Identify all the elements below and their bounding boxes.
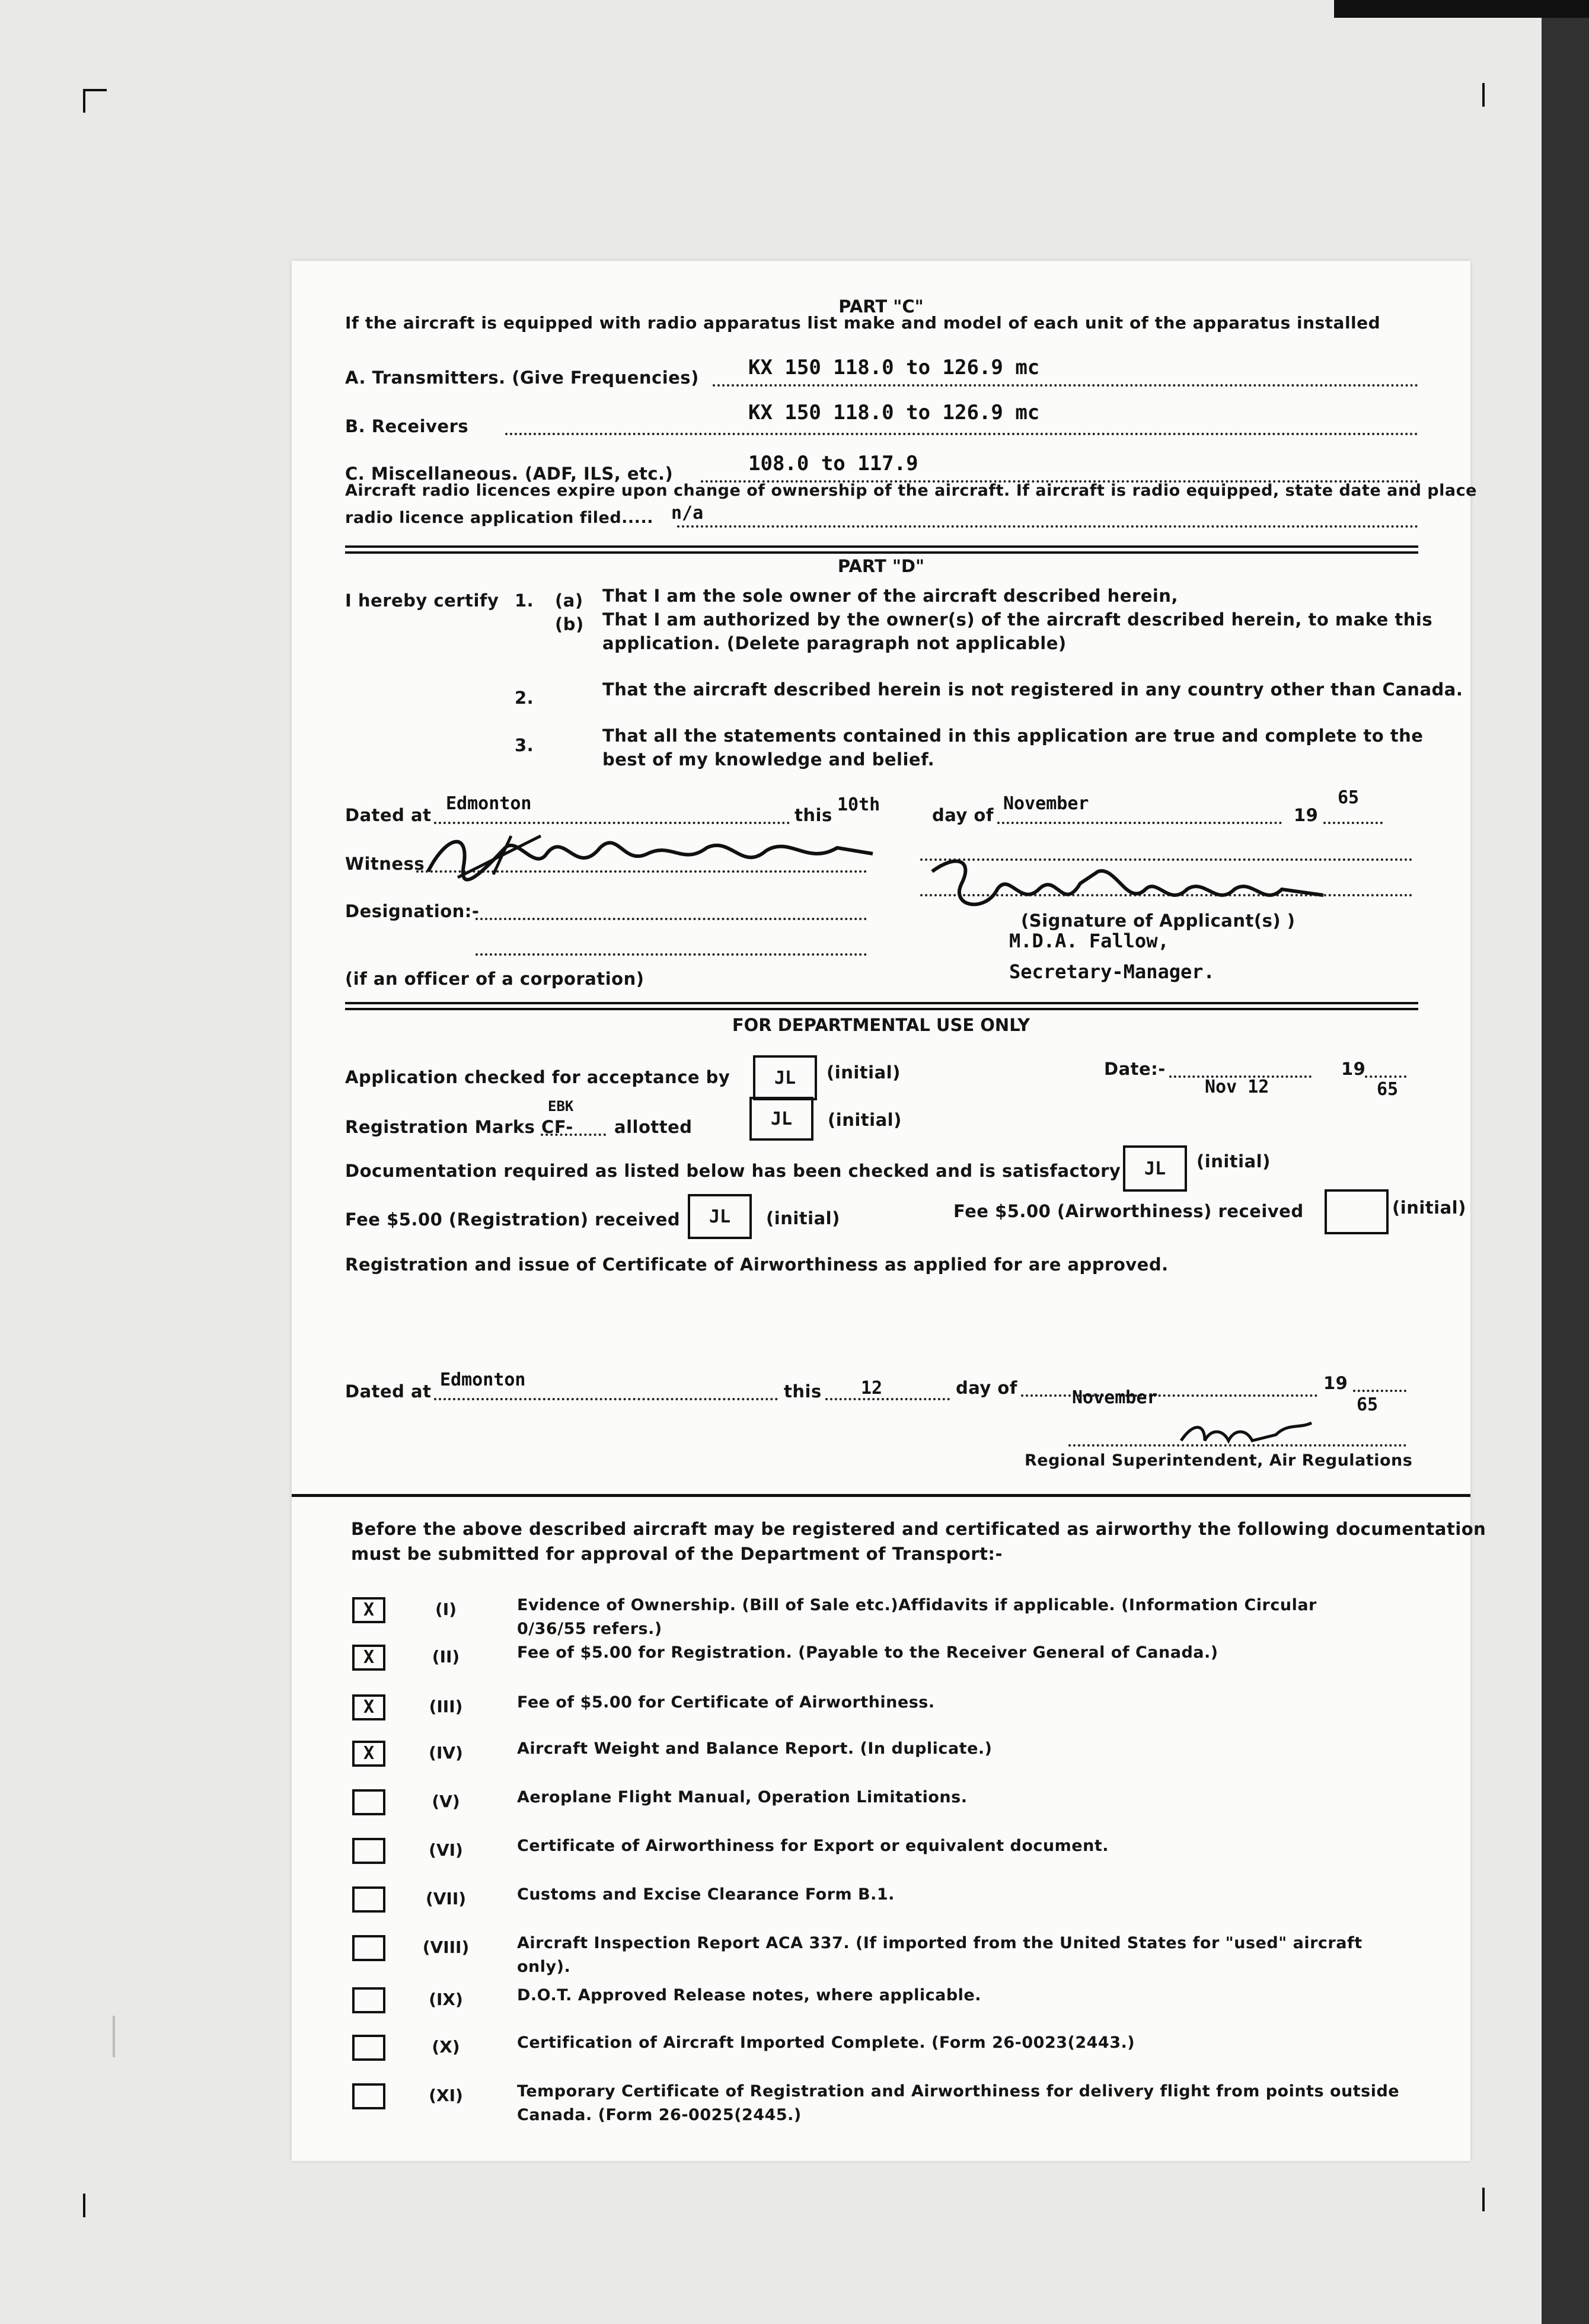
doc-item-number: (IX) bbox=[429, 1990, 463, 2009]
doc-item-text: Aircraft Inspection Report ACA 337. (If imported from the United States for "used" aircraft bbox=[517, 1934, 1363, 1952]
part-c-intro: If the aircraft is equipped with radio apparatus list make and model of each unit of the apparatus installed bbox=[345, 313, 1381, 333]
initial-label-3: (initial) bbox=[1196, 1151, 1271, 1171]
initial-label-1: (initial) bbox=[827, 1062, 901, 1083]
dept-heading: FOR DEPARTMENTAL USE ONLY bbox=[732, 1015, 1030, 1035]
doc-item-text: Fee of $5.00 for Certificate of Airworthiness. bbox=[517, 1693, 935, 1712]
officer-note: (if an officer of a corporation) bbox=[345, 969, 644, 989]
doc-checkbox[interactable] bbox=[352, 1935, 385, 1961]
fee-registration-initial-box: JL bbox=[688, 1194, 752, 1239]
licence-value: n/a bbox=[671, 503, 704, 523]
licence-text-1: Aircraft radio licences expire upon change of ownership of the aircraft. If aircraft is radio equipped, state date and place bbox=[345, 481, 1477, 500]
corner-mark-tl bbox=[83, 89, 85, 113]
date-value: Nov 12 bbox=[1205, 1077, 1269, 1097]
corner-mark-tr bbox=[1482, 83, 1485, 107]
doc-checkbox[interactable] bbox=[352, 2083, 385, 2109]
dept-this-label: this bbox=[784, 1381, 822, 1402]
dept-dated-at-label: Dated at bbox=[345, 1381, 432, 1402]
initial-label-5: (initial) bbox=[1392, 1198, 1466, 1218]
receivers-value: KX 150 118.0 to 126.9 mc bbox=[748, 401, 1040, 424]
fee-registration-label: Fee $5.00 (Registration) received bbox=[345, 1209, 681, 1230]
item-2-number: 2. bbox=[515, 688, 534, 708]
doc-checkbox[interactable] bbox=[352, 1838, 385, 1864]
item-a-text: That I am the sole owner of the aircraft described herein, bbox=[602, 586, 1178, 606]
initial-label-2: (initial) bbox=[828, 1110, 902, 1130]
docs-intro-1: Before the above described aircraft may be registered and certificated as airworthy the following documentation bbox=[351, 1519, 1486, 1539]
item-b-text-1: That I am authorized by the owner(s) of the aircraft described herein, to make this bbox=[602, 609, 1433, 630]
doc-item-number: (VIII) bbox=[422, 1937, 470, 1957]
this-label: this bbox=[794, 805, 832, 825]
reg-marks-value: EBK bbox=[548, 1098, 574, 1115]
allotted-label: allotted bbox=[614, 1117, 693, 1137]
date-year-prefix: 19 bbox=[1341, 1059, 1366, 1079]
superintendent-signature bbox=[1175, 1411, 1317, 1452]
doc-item-number: (VI) bbox=[429, 1840, 463, 1860]
initial-label-4: (initial) bbox=[766, 1208, 840, 1228]
day-value: 10th bbox=[837, 794, 880, 815]
checked-label: Application checked for acceptance by bbox=[345, 1067, 730, 1087]
day-of-label: day of bbox=[932, 805, 994, 825]
approved-text: Registration and issue of Certificate of Airworthiness as applied for are approved. bbox=[345, 1254, 1169, 1275]
doc-checkbox[interactable]: X bbox=[352, 1741, 385, 1767]
checked-initial-box: JL bbox=[753, 1055, 817, 1100]
corner-mark-bl bbox=[113, 2016, 115, 2057]
allotted-initial-box: JL bbox=[749, 1097, 813, 1141]
date-label: Date:- bbox=[1104, 1059, 1166, 1079]
doc-item-text-continued: 0/36/55 refers.) bbox=[517, 1620, 662, 1638]
hereby-certify: I hereby certify bbox=[345, 590, 499, 611]
film-edge-right bbox=[1542, 0, 1589, 2324]
item-1-number: 1. bbox=[515, 590, 534, 611]
doc-item-number: (V) bbox=[432, 1792, 460, 1811]
doc-item-number: (XI) bbox=[429, 2086, 463, 2105]
item-a-label: (a) bbox=[555, 590, 583, 611]
licence-text-2: radio licence application filed..... bbox=[345, 509, 653, 527]
doc-checkbox[interactable]: X bbox=[352, 1597, 385, 1623]
item-3-number: 3. bbox=[515, 735, 534, 755]
part-d-heading: PART "D" bbox=[837, 556, 925, 576]
doc-item-number: (VII) bbox=[425, 1889, 467, 1908]
dept-day-of-label: day of bbox=[956, 1378, 1017, 1398]
corner-mark-br bbox=[1482, 2188, 1485, 2211]
misc-label: C. Miscellaneous. (ADF, ILS, etc.) bbox=[345, 464, 674, 484]
doc-item-text: Certification of Aircraft Imported Complete. (Form 26-0023(2443.) bbox=[517, 2034, 1135, 2052]
doc-item-text: Evidence of Ownership. (Bill of Sale etc.)Affidavits if applicable. (Information Circular bbox=[517, 1596, 1317, 1614]
doc-item-number: (IV) bbox=[429, 1743, 463, 1763]
item-3-text-2: best of my knowledge and belief. bbox=[602, 749, 935, 770]
year-value: 65 bbox=[1338, 787, 1360, 808]
doc-checkbox[interactable] bbox=[352, 1789, 385, 1815]
superintendent-label: Regional Superintendent, Air Regulations bbox=[1025, 1451, 1413, 1470]
form-page bbox=[292, 261, 1486, 2161]
fee-airworthiness-label: Fee $5.00 (Airworthiness) received bbox=[953, 1201, 1304, 1221]
dept-day-value: 12 bbox=[861, 1378, 883, 1399]
dept-year-prefix: 19 bbox=[1323, 1373, 1348, 1393]
docs-intro-2: must be submitted for approval of the Department of Transport:- bbox=[351, 1544, 1003, 1564]
doc-item-number: (III) bbox=[429, 1697, 463, 1716]
doc-item-number: (I) bbox=[435, 1600, 457, 1619]
doc-checkbox[interactable] bbox=[352, 1987, 385, 2013]
doc-checkbox[interactable]: X bbox=[352, 1694, 385, 1720]
doc-checkbox[interactable] bbox=[352, 2035, 385, 2061]
documentation-label: Documentation required as listed below has been checked and is satisfactory bbox=[345, 1161, 1121, 1181]
doc-item-text: Fee of $5.00 for Registration. (Payable to the Receiver General of Canada.) bbox=[517, 1643, 1218, 1662]
fee-airworthiness-initial-box bbox=[1325, 1189, 1389, 1234]
doc-item-text: D.O.T. Approved Release notes, where applicable. bbox=[517, 1986, 981, 2004]
doc-item-text: Temporary Certificate of Registration and Airworthiness for delivery flight from points outside bbox=[517, 2082, 1400, 2100]
designation-label: Designation:- bbox=[345, 901, 480, 921]
dept-dated-place: Edmonton bbox=[440, 1370, 526, 1390]
doc-item-text: Aircraft Weight and Balance Report. (In duplicate.) bbox=[517, 1739, 993, 1758]
dept-year-value: 65 bbox=[1357, 1394, 1379, 1415]
reg-marks-label: Registration Marks CF- bbox=[345, 1117, 573, 1137]
witness-label: Witness bbox=[345, 854, 425, 874]
transmitters-label: A. Transmitters. (Give Frequencies) bbox=[345, 368, 699, 388]
transmitters-value: KX 150 118.0 to 126.9 mc bbox=[748, 356, 1040, 379]
year-prefix: 19 bbox=[1294, 805, 1319, 825]
doc-item-text-continued: Canada. (Form 26-0025(2445.) bbox=[517, 2106, 802, 2124]
dated-place: Edmonton bbox=[446, 793, 532, 814]
documentation-initial-box: JL bbox=[1123, 1145, 1187, 1192]
applicant-title: Secretary-Manager. bbox=[1009, 960, 1215, 983]
part-c-heading: PART "C" bbox=[838, 296, 924, 317]
date-year: 65 bbox=[1377, 1079, 1399, 1100]
corner-mark-bl2 bbox=[83, 2194, 85, 2217]
dept-month-value: November bbox=[1072, 1387, 1158, 1408]
dated-at-label: Dated at bbox=[345, 805, 432, 825]
item-2-text: That the aircraft described herein is not registered in any country other than Canada. bbox=[602, 679, 1463, 700]
applicant-name: M.D.A. Fallow, bbox=[1009, 930, 1169, 952]
item-3-text-1: That all the statements contained in this application are true and complete to the bbox=[602, 726, 1424, 746]
item-b-label: (b) bbox=[555, 614, 584, 634]
doc-item-text-continued: only). bbox=[517, 1958, 571, 1976]
corner-mark-tl-h bbox=[83, 89, 107, 91]
doc-item-number: (II) bbox=[432, 1647, 460, 1667]
signature-label: (Signature of Applicant(s) ) bbox=[1021, 911, 1296, 931]
doc-checkbox[interactable] bbox=[352, 1886, 385, 1913]
doc-item-number: (X) bbox=[432, 2037, 460, 2057]
doc-checkbox[interactable]: X bbox=[352, 1645, 385, 1671]
doc-item-text: Aeroplane Flight Manual, Operation Limitations. bbox=[517, 1788, 968, 1806]
doc-item-text: Certificate of Airworthiness for Export or equivalent document. bbox=[517, 1837, 1109, 1855]
item-b-text-2: application. (Delete paragraph not applicable) bbox=[602, 633, 1067, 653]
doc-item-text: Customs and Excise Clearance Form B.1. bbox=[517, 1885, 895, 1904]
receivers-label: B. Receivers bbox=[345, 416, 469, 436]
month-value: November bbox=[1003, 793, 1089, 814]
witness-signature bbox=[422, 824, 885, 889]
misc-value: 108.0 to 117.9 bbox=[748, 452, 918, 475]
